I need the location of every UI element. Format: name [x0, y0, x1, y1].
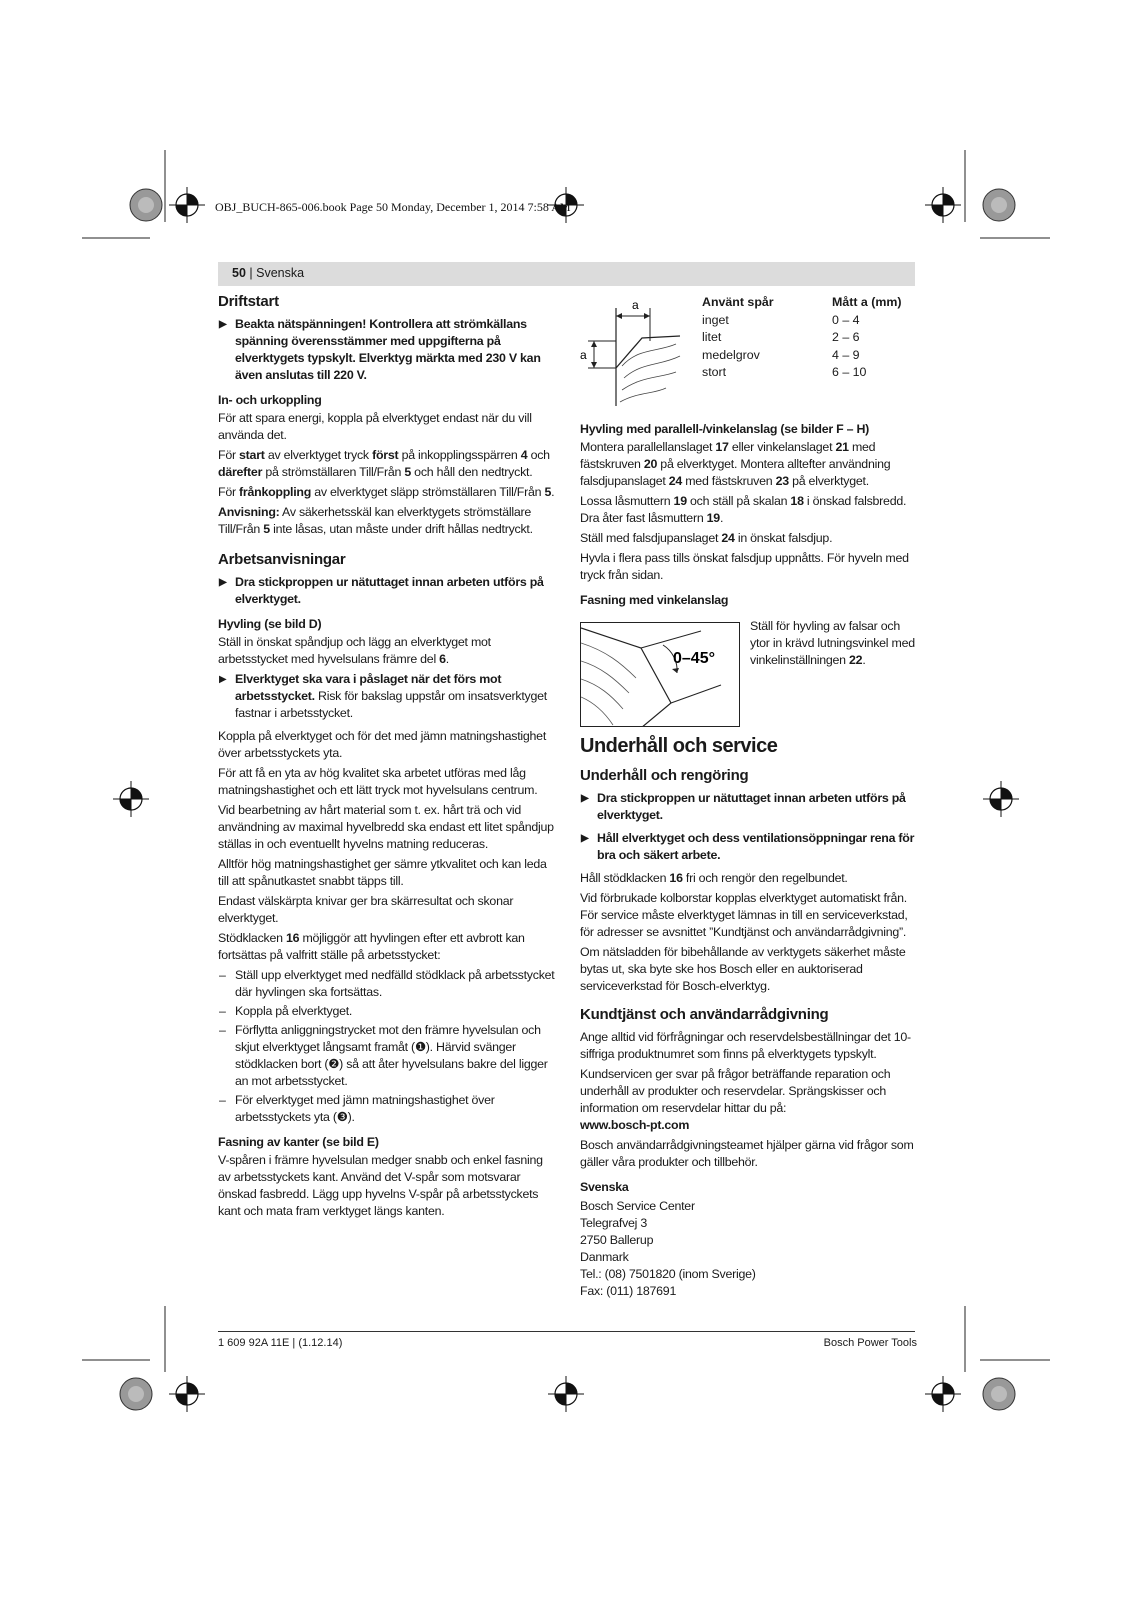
- address-fax: Fax: (011) 187691: [580, 1284, 677, 1298]
- para-hall: Håll stödklacken 16 fri och rengör den regelbundet.: [580, 871, 848, 885]
- groove-table: [702, 294, 922, 382]
- para-stodklack: Stödklacken 16 möjliggör att hyvlingen efter ett avbrott kan fortsättas på valfritt ställe på arbetsstycket:: [218, 931, 525, 962]
- page-number: 50: [232, 266, 246, 280]
- para-kvalitet: För att få en yta av hög kvalitet ska arbetet utföras med låg matningshastighet och ett lätt tryck mot hyvelsulans centrum.: [218, 766, 538, 797]
- heading-underhall-rengoring: Underhåll och rengöring: [580, 767, 749, 784]
- bevel-caption: Ställ för hyvling av falsar och ytor in krävd lutningsvinkel med vinkelinställningen 22.: [750, 619, 915, 667]
- para-endast: Endast välskärpta knivar ger bra skärresultat och skonar elverktyget.: [218, 894, 514, 925]
- address-line: Danmark: [580, 1250, 629, 1264]
- left-column: [218, 292, 558, 1223]
- section-name: Svenska: [256, 266, 305, 280]
- para-ange: Ange alltid vid förfrågningar och reservdelsbeställningar det 10-siffriga produktnumret som finns på elverktygets typskylt.: [580, 1030, 911, 1061]
- heading-hyvling-parallell: Hyvling med parallell-/vinkelanslag (se bilder F – H): [580, 422, 870, 436]
- angle-label: 0–45°: [673, 650, 715, 667]
- para-anvisning: Anvisning: Av säkerhetsskäl kan elverktygets strömställare Till/Från 5 inte låsas, utan måste under drift hållas nedtryckt.: [218, 505, 533, 536]
- running-header: 50 | Svenska: [218, 262, 915, 286]
- bevel-angle-figure: [580, 622, 740, 727]
- address-line: Telegrafvej 3: [580, 1216, 648, 1230]
- para-montera: Montera parallellanslaget 17 eller vinkelanslaget 21 med fästskruven 20 på elverktyget. Montera alltefter användning falsdjupanslaget 24 med fästskruven 23 på elverktyget.: [580, 440, 891, 488]
- para-stall: Ställ med falsdjupanslaget 24 in önskat falsdjup.: [580, 531, 833, 545]
- heading-hyvling: Hyvling (se bild D): [218, 617, 322, 631]
- warning-stickpropp-2: ▶ Dra stickproppen ur nätuttaget innan arbeten utförs på elverktyget.: [580, 790, 916, 824]
- dash-item-2: – Koppla på elverktyget.: [218, 1003, 558, 1020]
- dash-item-1: – Ställ upp elverktyget med nedfälld stödklack på arbetsstycket där hyvlingen ska fortsättas.: [218, 967, 558, 1001]
- table-header-row: [702, 294, 922, 312]
- heading-in-urkoppling: In- och urkoppling: [218, 393, 322, 407]
- dash-item-3: – Förflytta anliggningstrycket mot den främre hyvelsulan och skjut elverktyget långsamt framåt (❶). Härvid svänger stödklacken bort (❷) så att åter hyvelsulans bakre del ligger an mot arbetsstycket.: [218, 1022, 558, 1090]
- table-header-matt: Mått a (mm): [832, 295, 902, 309]
- warning-paslaget: ▶ Elverktyget ska vara i påslaget när det förs mot arbetsstycket. Risk för bakslag uppstår om insatsverktyget fastnar i arbetsstycket.: [218, 671, 558, 722]
- address-line: Bosch Service Center: [580, 1199, 695, 1213]
- right-column-upper: [580, 421, 916, 610]
- table-header-spar: Använt spår: [702, 295, 774, 309]
- heading-svenska: Svenska: [580, 1180, 629, 1194]
- para-spara: För att spara energi, koppla på elverktyget endast när du vill använda det.: [218, 411, 532, 442]
- table-row: medelgrov 4 – 9: [702, 347, 860, 362]
- heading-fasning-vinkel: Fasning med vinkelanslag: [580, 593, 729, 607]
- para-teamet: Bosch användarrådgivningsteamet hjälper gärna vid frågor som gäller våra produkter och tillbehör.: [580, 1138, 914, 1169]
- footer-brand: Bosch Power Tools: [823, 1337, 917, 1349]
- table-row: inget 0 – 4: [702, 312, 860, 327]
- para-hyvling: Ställ in önskat spåndjup och lägg an elverktyget mot arbetsstycket med hyvelsulans främre del 6.: [218, 635, 491, 666]
- groove-dimension-figure: [580, 296, 695, 411]
- warning-natspanning: ▶ Beakta nätspänningen! Kontrollera att strömkällans spänning överensstämmer med uppgifterna på elverktygets typskylt. Elverktyg märkta med 230 V kan även anslutas till 220 V.: [218, 316, 558, 384]
- dimension-label-top: a: [632, 298, 639, 312]
- para-hyvla: Hyvla i flera pass tills önskat falsdjup uppnåtts. För hyveln med tryck från sidan.: [580, 551, 909, 582]
- para-kundservicen: Kundservicen ger svar på frågor beträffande reparation och underhåll av produkter och reservdelar. Sprängskisser och information om reservdelar hittar du på:: [580, 1067, 891, 1115]
- bevel-illustration: [581, 623, 740, 727]
- address-phone: Tel.: (08) 7501820 (inom Sverige): [580, 1267, 756, 1281]
- file-header: OBJ_BUCH-865-006.book Page 50 Monday, December 1, 2014 7:58 AM: [215, 200, 571, 214]
- para-hart: Vid bearbetning av hårt material som t. ex. hårt trä och vid användning av maximal hyvelbredd ska endast ett litet spåndjup ställas in och eventuellt hyvelns matning reduceras.: [218, 803, 554, 851]
- address-line: 2750 Ballerup: [580, 1233, 654, 1247]
- para-natsladd: Om nätsladden för bibehållande av verktygets säkerhet måste bytas ut, ska byte ske hos Bosch eller en auktoriserad serviceverkstad för Bosch-elverktyg.: [580, 945, 906, 993]
- table-row: litet 2 – 6: [702, 330, 860, 344]
- para-lossa: Lossa låsmuttern 19 och ställ på skalan 18 i önskad falsbredd. Dra åter fast låsmuttern 19.: [580, 494, 907, 525]
- warning-rena: ▶ Håll elverktyget och dess ventilationsöppningar rena för bra och säkert arbete.: [580, 830, 916, 864]
- heading-arbetsanvisningar: Arbetsanvisningar: [218, 551, 346, 568]
- heading-driftstart: Driftstart: [218, 293, 279, 310]
- address-block: [580, 1198, 916, 1300]
- dash-item-4: – För elverktyget med jämn matningshastighet över arbetsstyckets yta (❸).: [218, 1092, 558, 1126]
- para-kolborstar: Vid förbrukade kolborstar kopplas elverktyget automatiskt från. För service måste elverktyget lämnas in till en serviceverkstad, för adresser se avsnittet ”Kundtjänst och användarrådgivning”.: [580, 891, 908, 939]
- para-fasning: V-spåren i främre hyvelsulan medger snabb och enkel fasning av arbetsstyckets kant. Använd det V-spår som motsvarar önskad fasbredd. Lägg upp hyvelns V-spår på arbetsstyckets kant och mata fram verktyget längs kanten.: [218, 1153, 543, 1218]
- heading-underhall-service: Underhåll och service: [580, 735, 778, 757]
- footer-doc-number: 1 609 92A 11E | (1.12.14): [218, 1337, 343, 1349]
- heading-fasning-kanter: Fasning av kanter (se bild E): [218, 1135, 379, 1149]
- dimension-label-side: a: [580, 348, 587, 362]
- para-koppla: Koppla på elverktyget och för det med jämn matningshastighet över arbetsstyckets yta.: [218, 729, 547, 760]
- footer-rule: [218, 1331, 915, 1332]
- warning-stickpropp: ▶ Dra stickproppen ur nätuttaget innan arbeten utförs på elverktyget.: [218, 574, 558, 608]
- para-start: För start av elverktyget tryck först på inkopplingsspärren 4 och därefter på strömställaren Till/Från 5 och håll den nedtryckt.: [218, 448, 550, 479]
- heading-kundtjanst: Kundtjänst och användarrådgivning: [580, 1006, 829, 1023]
- website-link[interactable]: www.bosch-pt.com: [580, 1118, 690, 1132]
- para-frankoppling: För frånkoppling av elverktyget släpp strömställaren Till/Från 5.: [218, 485, 555, 499]
- right-column-lower: [580, 734, 916, 1300]
- para-allt: Alltför hög matningshastighet ger sämre ytkvalitet och kan leda till att spånutkastet snabbt täpps till.: [218, 857, 547, 888]
- table-row: stort 6 – 10: [702, 365, 867, 379]
